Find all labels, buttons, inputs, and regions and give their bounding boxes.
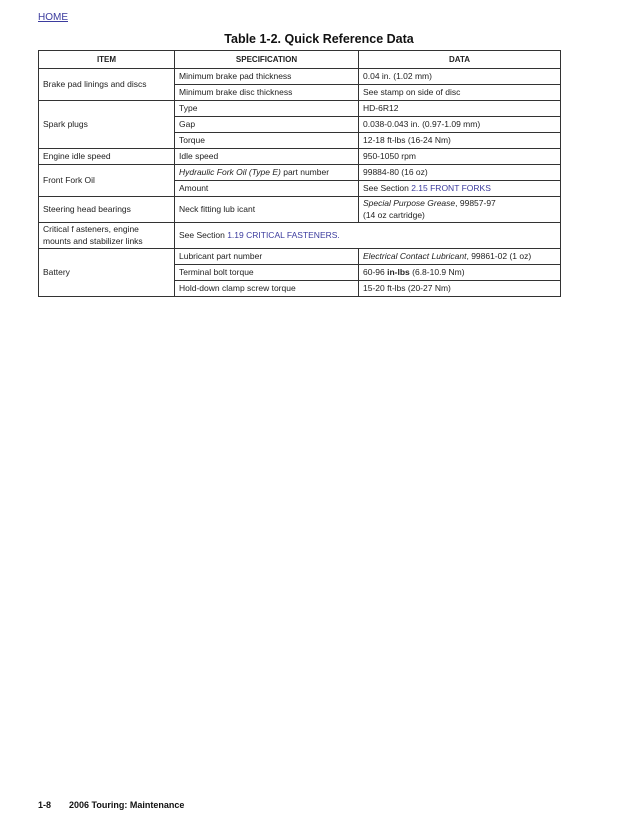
data-text: (6.8-10.9 Nm) <box>409 266 465 277</box>
table-row <box>39 197 561 223</box>
data-cell <box>359 197 561 223</box>
data-cell: 15-20 ft-lbs (20-27 Nm) <box>359 281 561 297</box>
header-data: DATA <box>359 51 561 69</box>
data-cell: 0.04 in. (1.02 mm) <box>359 69 561 85</box>
item-cell <box>39 223 175 249</box>
spec-cell: Idle speed <box>175 149 359 165</box>
page-footer <box>38 800 184 810</box>
header-specification: SPECIFICATION <box>175 51 359 69</box>
data-italic: Special Purpose Grease <box>363 198 456 208</box>
spec-cell: Neck fitting lub icant <box>175 197 359 223</box>
home-link[interactable]: HOME <box>38 12 68 23</box>
data-cell: 950-1050 rpm <box>359 149 561 165</box>
data-text: , 99861-02 (1 oz) <box>466 250 532 261</box>
item-cell: Spark plugs <box>39 101 175 149</box>
data-italic: Electrical Contact Lubricant <box>363 250 467 261</box>
item-line1: Critical f asteners, engine <box>43 224 139 234</box>
front-forks-link[interactable]: 2.15 FRONT FORKS <box>411 182 491 193</box>
data-cell: 0.038-0.043 in. (0.97-1.09 mm) <box>359 117 561 133</box>
data-cell <box>359 181 561 197</box>
spec-cell <box>175 223 561 249</box>
table-row <box>39 223 561 249</box>
spec-cell: Minimum brake disc thickness <box>175 85 359 101</box>
spec-cell: Type <box>175 101 359 117</box>
spec-cell: Amount <box>175 181 359 197</box>
spec-cell: Terminal bolt torque <box>175 265 359 281</box>
data-cell: HD-6R12 <box>359 101 561 117</box>
data-cell <box>359 249 561 265</box>
critical-fasteners-link[interactable]: 1.19 CRITICAL FASTENERS. <box>227 229 340 240</box>
page-number: 1-8 <box>38 800 52 810</box>
table-row <box>39 69 561 85</box>
table-row <box>39 101 561 117</box>
item-cell: Brake pad linings and discs <box>39 69 175 101</box>
header-item: ITEM <box>39 51 175 69</box>
table-row <box>39 165 561 181</box>
item-cell: Steering head bearings <box>39 197 175 223</box>
spec-cell: Minimum brake pad thickness <box>175 69 359 85</box>
item-cell: Battery <box>39 249 175 297</box>
spec-cell: Hold-down clamp screw torque <box>175 281 359 297</box>
item-cell: Front Fork Oil <box>39 165 175 197</box>
spec-italic: Hydraulic Fork Oil (Type E) <box>179 166 281 177</box>
data-text-line2: (14 oz cartridge) <box>363 209 425 220</box>
spec-cell <box>175 165 359 181</box>
quick-reference-table <box>38 50 561 297</box>
data-cell: 12-18 ft-lbs (16-24 Nm) <box>359 133 561 149</box>
table-row <box>39 249 561 265</box>
spec-cell: Lubricant part number <box>175 249 359 265</box>
item-cell: Engine idle speed <box>39 149 175 165</box>
spec-cell: Torque <box>175 133 359 149</box>
item-line2: mounts and stabilizer links <box>43 235 143 246</box>
data-text: See Section <box>363 182 412 193</box>
data-cell: 99884-80 (16 oz) <box>359 165 561 181</box>
spec-text: part number <box>280 166 330 177</box>
data-text: 60-96 <box>363 266 388 277</box>
data-cell <box>359 265 561 281</box>
footer-text: 2006 Touring: Maintenance <box>69 800 185 810</box>
spec-text: See Section <box>179 229 228 240</box>
data-bold: in-lbs <box>387 266 410 277</box>
data-cell: See stamp on side of disc <box>359 85 561 101</box>
table-row <box>39 149 561 165</box>
data-text: , 99857-97 <box>455 198 496 208</box>
spec-cell: Gap <box>175 117 359 133</box>
table-header-row <box>39 51 561 69</box>
table-title: Table 1-2. Quick Reference Data <box>224 32 414 46</box>
